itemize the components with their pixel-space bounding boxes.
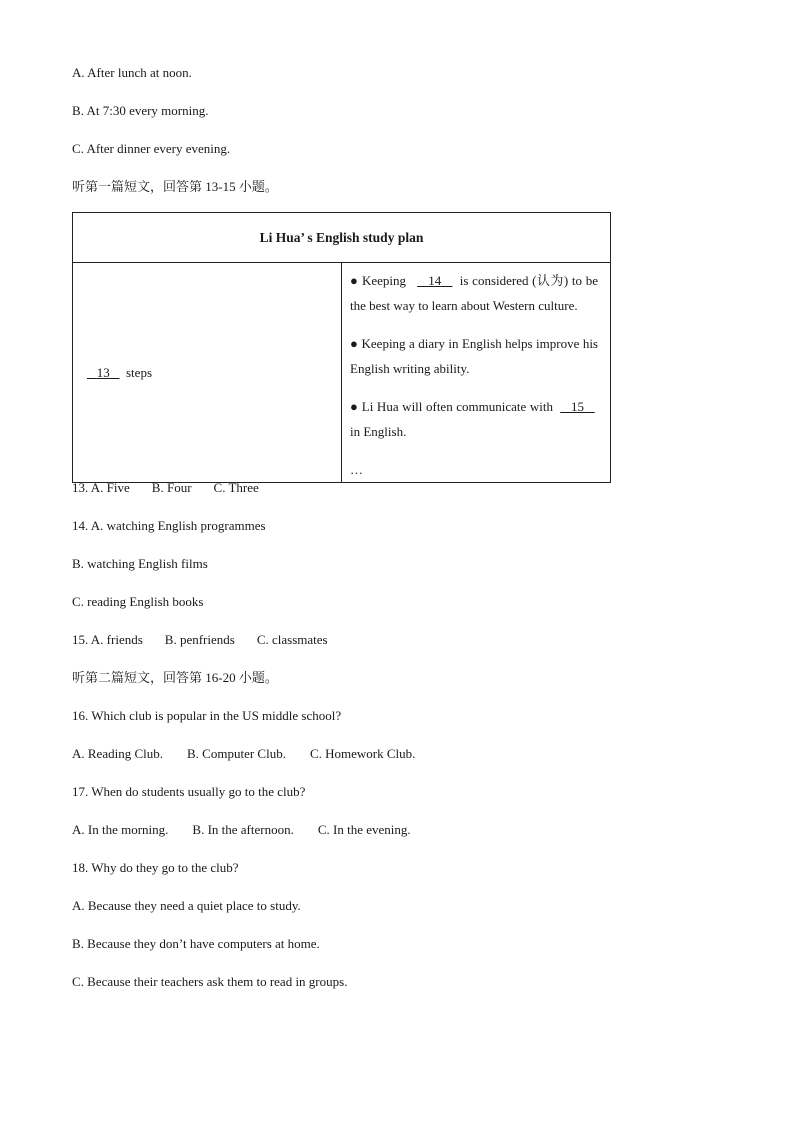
section1-instruction: 听第一篇短文，回答第 13-15 小题。 bbox=[72, 179, 278, 194]
q18-question: 18. Why do they go to the club? bbox=[72, 860, 239, 875]
q12-option-a: A. After lunch at noon. bbox=[72, 65, 192, 80]
q14-option-b: B. watching English films bbox=[72, 556, 208, 571]
plan-bullet-2: ● Keeping a diary in English helps improve his English writing ability. bbox=[350, 336, 598, 376]
study-plan-table bbox=[72, 212, 611, 483]
blank-15: 15 bbox=[571, 399, 584, 414]
q17-options: A. In the morning. B. In the afternoon. C. In the evening. bbox=[72, 822, 411, 837]
plan-bullet-3: ● Li Hua will often communicate with 15 in English. bbox=[350, 394, 598, 444]
q13-options: 13. A. Five B. Four C. Three bbox=[72, 480, 259, 495]
q18-option-b: B. Because they don’t have computers at home. bbox=[72, 936, 320, 951]
blank-14: 14 bbox=[428, 273, 442, 288]
q16-question: 16. Which club is popular in the US middle school? bbox=[72, 708, 342, 723]
q17-question: 17. When do students usually go to the club? bbox=[72, 784, 306, 799]
q15-options: 15. A. friends B. penfriends C. classmates bbox=[72, 632, 328, 647]
plan-ellipsis: … bbox=[350, 462, 363, 477]
blank-13: 13 bbox=[96, 364, 110, 380]
section2-instruction: 听第二篇短文，回答第 16-20 小题。 bbox=[72, 670, 278, 685]
q12-option-c: C. After dinner every evening. bbox=[72, 141, 231, 156]
q14-option-c: C. reading English books bbox=[72, 594, 204, 609]
plan-details-cell bbox=[342, 263, 611, 483]
q14-option-a: 14. A. watching English programmes bbox=[72, 518, 266, 533]
study-plan-title: Li Hua’ s English study plan bbox=[73, 213, 611, 263]
steps-label: steps bbox=[126, 364, 152, 380]
steps-cell bbox=[73, 263, 342, 483]
plan-bullet-1: ● Keeping 14 is considered (认为) to be the best way to learn about Western culture. bbox=[350, 273, 598, 313]
q12-option-b: B. At 7:30 every morning. bbox=[72, 103, 209, 118]
q16-options: A. Reading Club. B. Computer Club. C. Homework Club. bbox=[72, 746, 416, 761]
q18-option-c: C. Because their teachers ask them to read in groups. bbox=[72, 974, 348, 989]
q18-option-a: A. Because they need a quiet place to study. bbox=[72, 898, 301, 913]
